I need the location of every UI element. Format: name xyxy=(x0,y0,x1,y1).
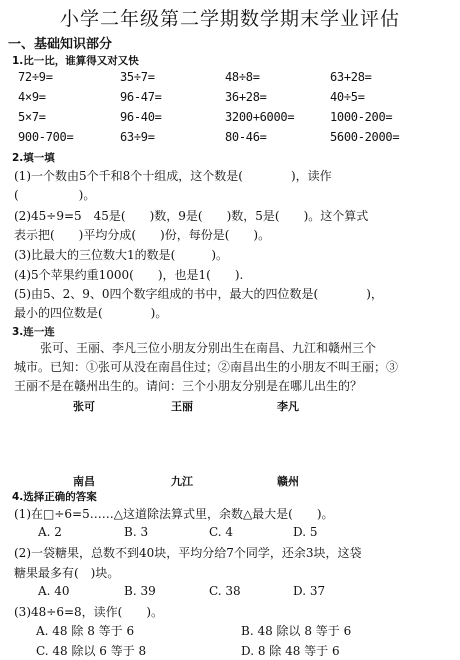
q2-line: (3)比最大的三位数大1的数是( )。 xyxy=(14,248,228,262)
q3-text: 张可、王丽、李凡三位小朋友分别出生在南昌、九江和赣州三个 xyxy=(40,341,377,355)
arith-item: 72÷9= xyxy=(18,70,53,84)
city-ganzhou[interactable]: 赣州 xyxy=(277,475,299,488)
q4-2-option-d[interactable]: D. 37 xyxy=(293,584,326,598)
name-lifan[interactable]: 李凡 xyxy=(277,400,299,413)
q2-line: (4)5个苹果约重1000( )，也是1( ). xyxy=(14,268,244,282)
q4-1-option-a[interactable]: A. 2 xyxy=(38,525,62,539)
q4-1-option-c[interactable]: C. 4 xyxy=(209,525,234,539)
arith-item: 35÷7= xyxy=(120,70,155,84)
city-nanchang[interactable]: 南昌 xyxy=(73,475,95,488)
q4-2-stem-cont: 糖果最多有( )块。 xyxy=(14,566,120,580)
arith-item: 96-47= xyxy=(120,90,162,104)
q3-text: 城市。已知：①张可从没在南昌住过；②南昌出生的小朋友不叫王丽；③ xyxy=(14,360,399,374)
name-zhangke[interactable]: 张可 xyxy=(73,400,95,413)
arith-item: 40÷5= xyxy=(330,90,365,104)
page-title: 小学二年级第二学期数学期末学业评估 xyxy=(59,8,400,30)
q1-heading: 1.比一比，谁算得又对又快 xyxy=(12,55,139,67)
q4-1-option-b[interactable]: B. 3 xyxy=(124,525,149,539)
arith-item: 5×7= xyxy=(18,110,46,124)
arith-item: 36+28= xyxy=(225,90,267,104)
city-jiujiang[interactable]: 九江 xyxy=(171,475,193,488)
q4-3-stem: (3)48÷6=8，读作( )。 xyxy=(14,605,164,619)
q2-line: (5)由5、2、9、0四个数字组成的书中，最大的四位数是( )， xyxy=(14,287,383,301)
q3-heading: 3.连一连 xyxy=(12,326,55,338)
q2-line: ( )。 xyxy=(14,188,96,202)
q4-3-option-d[interactable]: D. 8 除 48 等于 6 xyxy=(241,644,340,658)
section-basic-knowledge: 一、基础知识部分 xyxy=(8,37,113,52)
arith-item: 5600-2000= xyxy=(330,130,400,144)
q3-text: 王丽不是在赣州出生的。请问：三个小朋友分别是在哪儿出生的？ xyxy=(14,379,363,393)
q4-3-option-b[interactable]: B. 48 除以 8 等于 6 xyxy=(241,624,352,638)
q2-heading: 2.填一填 xyxy=(12,152,55,164)
name-wangli[interactable]: 王丽 xyxy=(171,400,193,413)
q4-1-stem: (1)在□÷6=5……△这道除法算式里，余数△最大是( )。 xyxy=(14,507,334,521)
arith-item: 63+28= xyxy=(330,70,372,84)
q2-line: (1)一个数由5个千和8个十组成，这个数是( )，读作 xyxy=(14,169,332,183)
arith-item: 63÷9= xyxy=(120,130,155,144)
q4-3-option-a[interactable]: A. 48 除 8 等于 6 xyxy=(36,624,135,638)
q4-2-stem: (2)一袋糖果，总数不到40块，平均分给7个同学，还余3块，这袋 xyxy=(14,546,362,560)
q4-2-option-a[interactable]: A. 40 xyxy=(38,584,70,598)
q2-line: 表示把( )平均分成( )份，每份是( )。 xyxy=(14,228,271,242)
arith-item: 1000-200= xyxy=(330,110,393,124)
q4-2-option-c[interactable]: C. 38 xyxy=(209,584,241,598)
q4-heading: 4.选择正确的答案 xyxy=(12,491,97,503)
q4-1-option-d[interactable]: D. 5 xyxy=(293,525,318,539)
arith-item: 48÷8= xyxy=(225,70,260,84)
arith-item: 96-40= xyxy=(120,110,162,124)
arith-item: 80-46= xyxy=(225,130,267,144)
arith-item: 900-700= xyxy=(18,130,74,144)
q2-line: 最小的四位数是( )。 xyxy=(14,306,168,320)
q4-2-option-b[interactable]: B. 39 xyxy=(124,584,156,598)
arith-item: 3200+6000= xyxy=(225,110,295,124)
q2-line: (2)45÷9=5 45是( )数，9是( )数，5是( )。这个算式 xyxy=(14,209,369,223)
arith-item: 4×9= xyxy=(18,90,46,104)
q4-3-option-c[interactable]: C. 48 除以 6 等于 8 xyxy=(36,644,147,658)
